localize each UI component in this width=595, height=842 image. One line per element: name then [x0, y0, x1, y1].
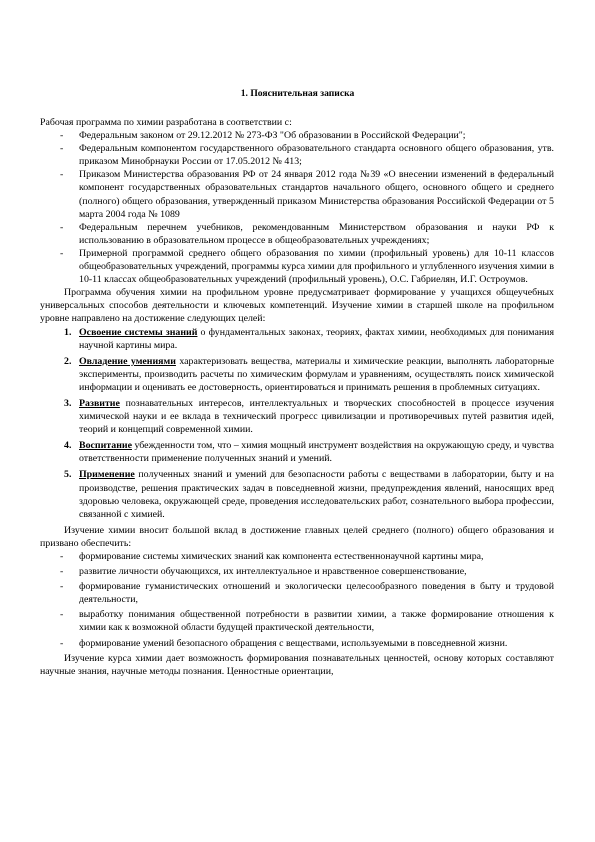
list-item-text: Федеральным перечнем учебников, рекомендованным Министерством образования и науки РФ к использованию в образовательном процессе в общеобразовательных учреждениях; [79, 221, 554, 246]
list-item-text: выработку понимания общественной потребности в развитии химии, а также формирование отношения к химии как к возможной области будущей практической деятельности, [79, 609, 554, 634]
list-marker: - [60, 130, 64, 142]
goal-lead: Овладение умениями [79, 355, 176, 367]
list-item [40, 247, 554, 286]
list-marker: - [60, 581, 64, 593]
list-item [40, 168, 554, 220]
list-marker: - [60, 247, 64, 259]
list-marker: - [60, 169, 64, 181]
section-heading: 1. Пояснительная записка [240, 88, 355, 99]
list-item-text: Приказом Министерства образования РФ от 24 января 2012 года №39 «О внесении изменений в федеральный компонент государственных образовательных стандартов начального общего, основного общего и среднего (полного) общего образования, утвержденный приказом Министерства образования Российской Федерации от 5 марта 2004 года № 1089 [79, 169, 554, 220]
final-paragraph: Изучение курса химии дает возможность формирования познавательных ценностей, основу которых составляют научные знания, научные методы познания. Ценностные ориентации, [40, 652, 554, 677]
goal-text: о фундаментальных законах, теориях, фактах химии, необходимых для понимания научной картины мира. [79, 326, 554, 351]
goal-text: убежденности том, что – химия мощный инструмент воздействия на окружающую среду, и чувства ответственности применение полученных знаний и умений. [79, 440, 554, 465]
list-item [40, 580, 554, 606]
intro-paragraph: Рабочая программа по химии разработана в соответствии с: [40, 117, 292, 128]
goal-number: 2. [64, 355, 72, 367]
list-marker: - [60, 221, 64, 233]
list-item [40, 142, 554, 168]
goal-lead: Применение [79, 469, 135, 481]
goal-item [40, 326, 554, 352]
goal-item [40, 355, 554, 394]
goal-lead: Освоение системы знаний [79, 326, 198, 338]
list-marker: - [60, 637, 64, 649]
goal-item [40, 397, 554, 436]
list-marker: - [60, 143, 64, 155]
goal-text: познавательных интересов, интеллектуальных и творческих способностей в процессе изучения химической науки и ее вклада в технический прогресс цивилизации и противоречивых путей развития идей, теорий и концепций современной химии. [79, 397, 554, 436]
list-item-text: Федеральным компонентом государственного образовательного стандарта основного общего образования, утв. приказом Минобрнауки России от 17.05.2012 № 413; [79, 143, 554, 168]
goals-list [40, 326, 554, 521]
goal-text: характеризовать вещества, материалы и химические реакции, выполнять лабораторные эксперименты, производить расчеты по химическим формулам и уравнениям, осуществлять поиск химической информации и оценивать ее достоверность, ориентироваться и принимать решения в проблемных ситуациях. [79, 355, 554, 393]
goal-number: 1. [64, 326, 72, 338]
goal-number: 4. [64, 440, 72, 452]
goal-item [40, 468, 554, 520]
list-item-text: развитие личности обучающихся, их интеллектуальное и нравственное совершенствование, [79, 566, 467, 578]
list-item-text: Примерной программой среднего общего образования по химии (профильный уровень) для 10-11 классов общеобразовательных учреждений, программы курса химии для профильного и углубленного изучения химии в 10-11 классах общеобразовательных учреждений (профильный уровень), О.С. Габриелян, И.Г. Остроумов. [79, 247, 554, 286]
goal-text: полученных знаний и умений для безопасности работы с веществами в лаборатории, быту и на производстве, решения практических задач в повседневной жизни, предупреждения явлений, наносящих вред здоровью человека, окружающей среде, проведения исследовательских работ, сознательного выбора профессии, связанной с химией. [79, 469, 554, 520]
program-paragraph: Программа обучения химии на профильном уровне предусматривает формирование у учащихся общеучебных универсальных способов деятельности и ключевых компетенций. Изучение химии в старшей школе на профильном уровне направлено на достижение следующих целей: [40, 287, 554, 325]
goal-lead: Развитие [79, 397, 120, 409]
goal-number: 3. [64, 397, 72, 409]
list-item [40, 550, 554, 563]
list-item [40, 637, 554, 650]
contributions-list [40, 550, 554, 650]
list-item-text: формирование гуманистических отношений и экологически целесообразного поведения в быту и трудовой деятельности, [79, 581, 554, 606]
goal-item [40, 439, 554, 465]
document-body [40, 116, 554, 678]
list-item-text: Федеральным законом от 29.12.2012 № 273-ФЗ "Об образовании в Российской Федерации"; [79, 130, 466, 142]
goal-number: 5. [64, 469, 72, 481]
list-marker: - [60, 609, 64, 621]
sources-list [40, 129, 554, 286]
list-marker: - [60, 566, 64, 578]
list-item [40, 608, 554, 634]
list-item-text: формирование умений безопасного обращения с веществами, используемыми в повседневной жизни. [79, 637, 508, 649]
list-item [40, 221, 554, 247]
list-item [40, 565, 554, 578]
list-item [40, 129, 554, 142]
list-marker: - [60, 551, 64, 562]
list-item-text: формирование системы химических знаний как компонента естественнонаучной картины мира, [79, 551, 484, 562]
contribution-paragraph: Изучение химии вносит большой вклад в достижение главных целей среднего (полного) общего образования и призвано обеспечить: [40, 524, 554, 549]
goal-lead: Воспитание [79, 440, 132, 452]
